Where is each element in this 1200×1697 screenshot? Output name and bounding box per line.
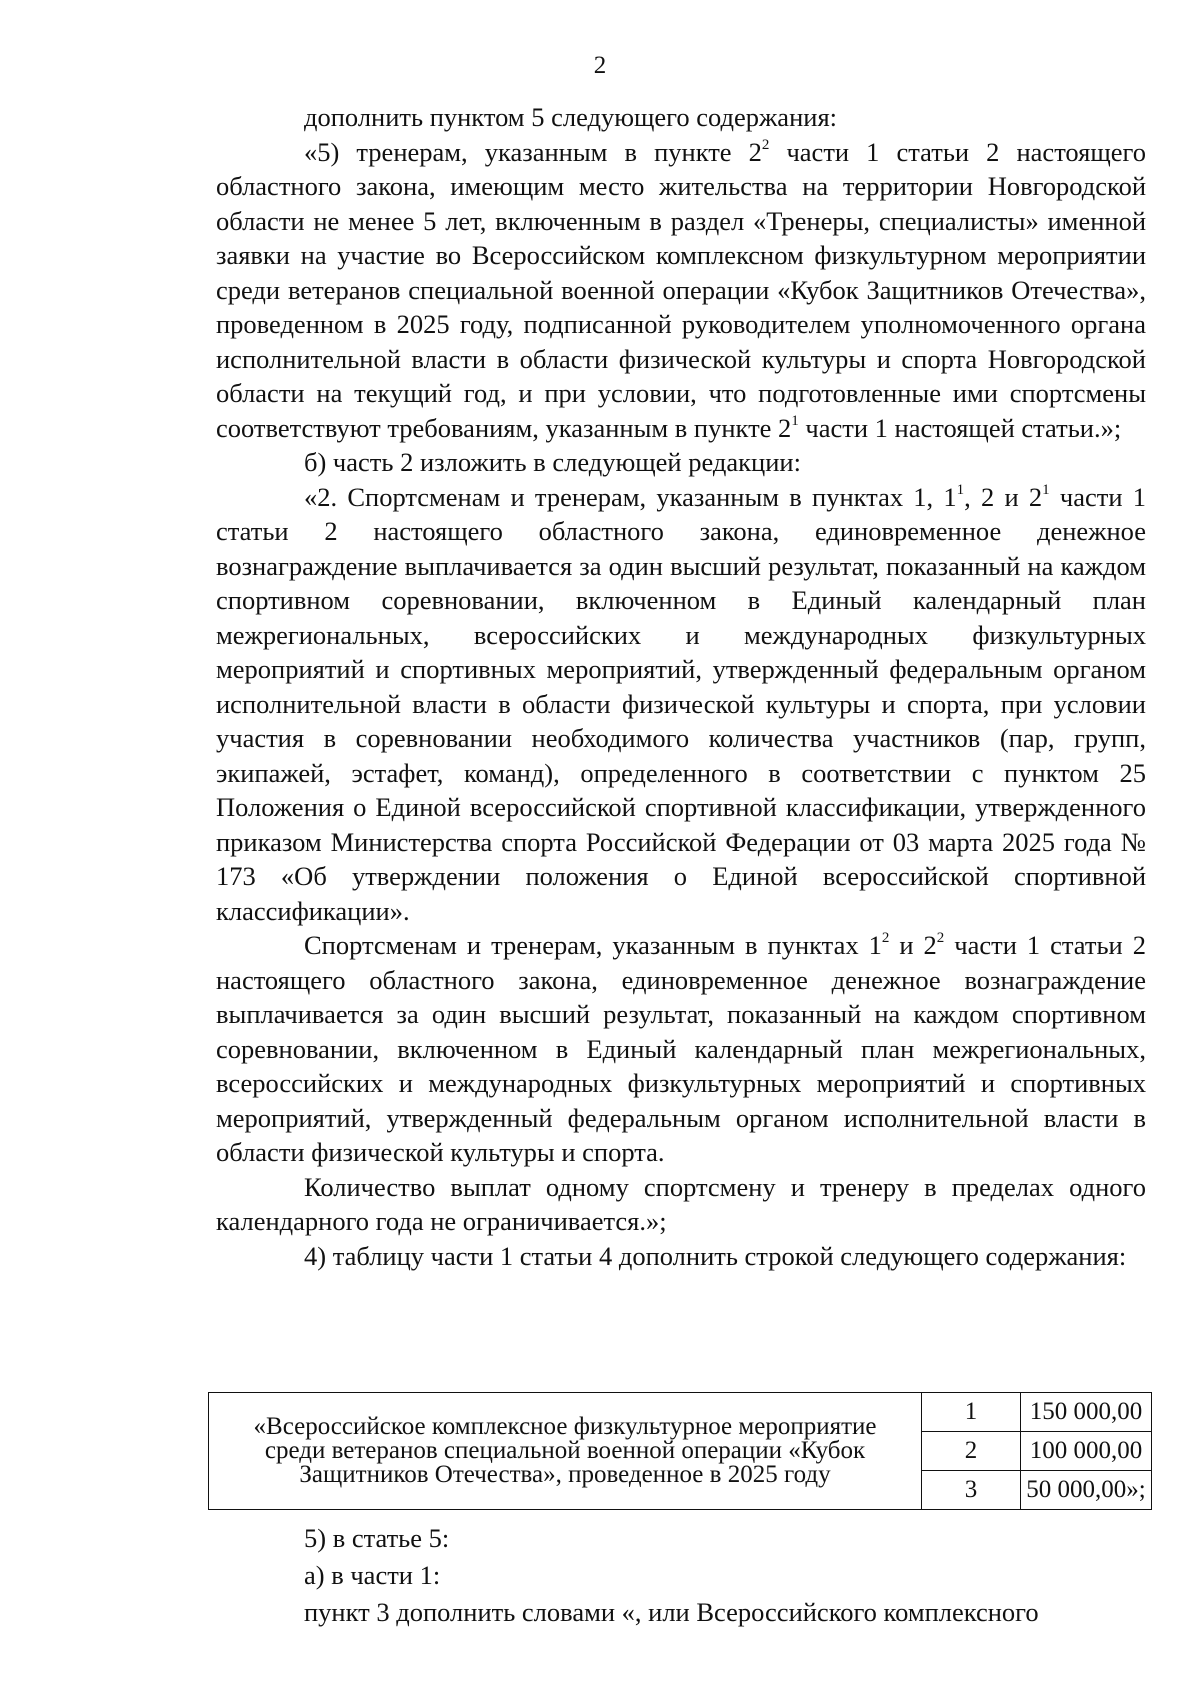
paragraph — [216, 1239, 1146, 1274]
paragraph-text: и 2 — [889, 930, 937, 960]
superscript: 2 — [761, 136, 770, 153]
place-cell: 2 — [922, 1432, 1021, 1471]
superscript: 1 — [791, 412, 799, 429]
paragraph — [216, 1594, 1146, 1631]
paragraph-text: Количество выплат одному спортсмену и тренеру в пределах одного календарного года не ограничивается.»; — [216, 1171, 1146, 1236]
paragraph-text: б) часть 2 изложить в следующей редакции: — [304, 447, 801, 477]
superscript: 1 — [956, 481, 965, 498]
table-row — [209, 1393, 1152, 1432]
paragraph-text: части 1 статьи 2 настоящего областного закона, единовременное денежное вознаграждение выплачивается за один высший результат, показанный на каждом спортивном соревновании, включенном в Единый календарный план межрегиональных, всероссийских и международных физкультурных мероприятий и спортивных мероприятий, утвержденный федеральным органом исполнительной власти в области физической культуры и спорта, при условии участия в соревновании необходимого количества участников (пар, групп, экипажей, эстафет, команд), определенного в соответствии с пунктом 25 Положения о Единой всероссийской спортивной классификации, утвержденного приказом Министерства спорта Российской Федерации от 03 марта 2025 года № 173 «Об утверждении положения о Единой всероссийской спортивной классификации». — [216, 481, 1146, 926]
paragraph-text: «2. Спортсменам и тренерам, указанным в пунктах 1, 1 — [304, 481, 957, 512]
paragraph — [216, 928, 1146, 1170]
paragraph-text: Спортсменам и тренерам, указанным в пунктах 1 — [304, 930, 882, 960]
document-body — [216, 100, 1146, 1273]
paragraph — [216, 1520, 1146, 1557]
paragraph-text: части 1 настоящей статьи.»; — [798, 412, 1122, 443]
event-cell: «Всероссийское комплексное физкультурное мероприятие среди ветеранов специальной военной операции «Кубок Защитников Отечества», проведенное в 2025 году — [209, 1393, 922, 1510]
paragraph-text: , 2 и 2 — [964, 481, 1043, 512]
superscript: 2 — [936, 930, 945, 947]
paragraph — [216, 1557, 1146, 1594]
superscript: 1 — [1042, 481, 1050, 498]
place-cell: 3 — [922, 1471, 1021, 1510]
paragraph-text: «5) тренерам, указанным в пункте 2 — [304, 136, 762, 167]
award-table — [208, 1392, 1152, 1510]
paragraph — [216, 100, 1146, 135]
paragraph-text: а) в части 1: — [304, 1560, 441, 1590]
page-number: 2 — [593, 52, 607, 79]
paragraph-text: части 1 статьи 2 настоящего областного закона, имеющим место жительства на территории Новгородской области не менее 5 лет, включенным в раздел «Тренеры, специалисты» именной заявки на участие во Всероссийском комплексном физкультурном мероприятии среди ветеранов специальной военной операции «Кубок Защитников Отечества», проведенном в 2025 году, подписанной руководителем уполномоченного органа исполнительной власти в области физической культуры и спорта Новгородской области на текущий год, и при условии, что подготовленные ими спортсмены соответствуют требованиям, указанным в пункте 2 — [216, 136, 1146, 443]
paragraph-text: пункт 3 дополнить словами «, или Всероссийского комплексного — [304, 1597, 1039, 1627]
paragraph-text: части 1 статьи 2 настоящего областного закона, единовременное денежное вознаграждение выплачивается за один высший результат, показанный на каждом спортивном соревновании, включенном в Единый календарный план межрегиональных, всероссийских и международных физкультурных мероприятий и спортивных мероприятий, утвержденный федеральным органом исполнительной власти в области физической культуры и спорта. — [216, 930, 1146, 1167]
paragraph-text: 4) таблицу части 1 статьи 4 дополнить строкой следующего содержания: — [304, 1240, 1127, 1271]
paragraph — [216, 135, 1146, 446]
amount-cell: 50 000,00»; — [1021, 1471, 1152, 1510]
document-body-continued — [216, 1520, 1146, 1631]
place-cell: 1 — [922, 1393, 1021, 1432]
amount-cell: 150 000,00 — [1021, 1393, 1152, 1432]
paragraph — [216, 445, 1146, 480]
paragraph-text: 5) в статье 5: — [304, 1523, 450, 1553]
amount-cell: 100 000,00 — [1021, 1432, 1152, 1471]
paragraph — [216, 1170, 1146, 1239]
superscript: 2 — [881, 930, 890, 947]
paragraph-text: дополнить пунктом 5 следующего содержания: — [304, 102, 837, 132]
paragraph — [216, 480, 1146, 929]
